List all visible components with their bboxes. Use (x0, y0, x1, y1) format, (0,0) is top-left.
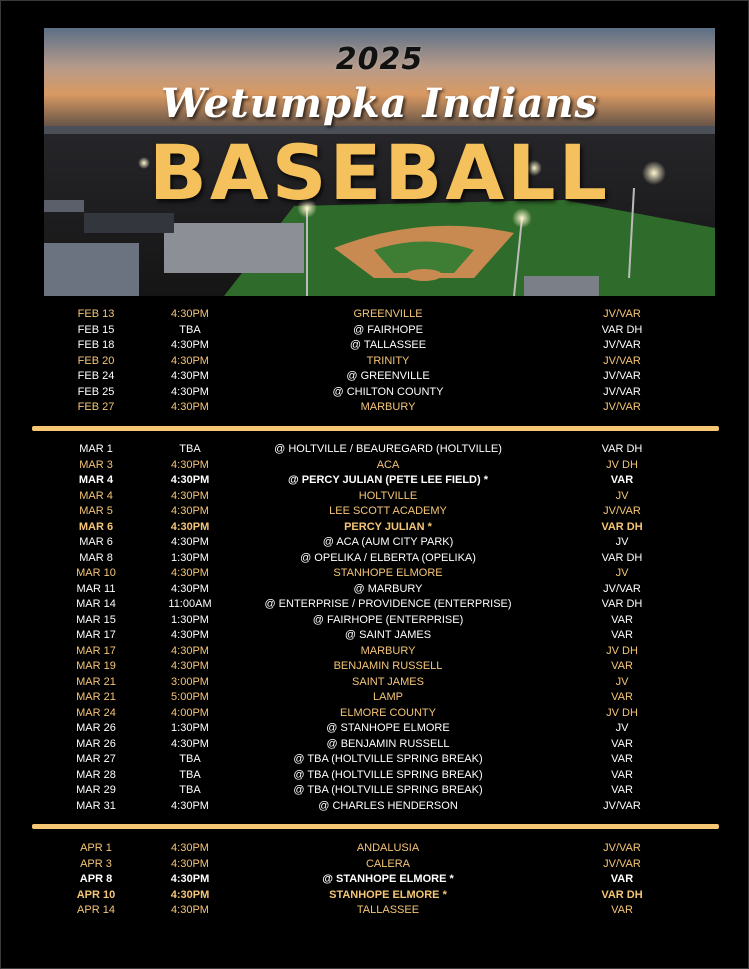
game-date: FEB 25 (77, 385, 115, 398)
game-level: JV/VAR (603, 401, 641, 413)
game-row (0, 768, 749, 784)
game-level: JV/VAR (603, 799, 641, 812)
game-date: MAR 17 (76, 629, 116, 641)
game-row (0, 613, 749, 629)
game-row (0, 799, 749, 815)
game-row (0, 872, 749, 888)
game-time: 1:30PM (171, 613, 209, 626)
game-date: MAR 27 (76, 753, 116, 765)
game-level: JV (615, 567, 629, 579)
game-opponent: @ SAINT JAMES (344, 629, 432, 641)
game-row (0, 354, 749, 370)
game-time: 4:30PM (171, 458, 209, 471)
game-row (0, 473, 749, 489)
game-row (0, 659, 749, 675)
game-row (0, 690, 749, 706)
game-opponent: @ CHARLES HENDERSON (318, 799, 458, 812)
game-row (0, 841, 749, 857)
game-opponent: @ TBA (HOLTVILLE SPRING BREAK) (293, 768, 483, 781)
game-opponent: @ ENTERPRISE / PROVIDENCE (ENTERPRISE) (264, 598, 512, 610)
game-date: MAR 6 (79, 536, 113, 548)
game-time: 4:30PM (171, 904, 209, 916)
game-opponent: ACA (376, 458, 400, 471)
game-time: 1:30PM (171, 722, 209, 734)
game-date: MAR 8 (79, 551, 113, 564)
game-date: APR 8 (79, 873, 113, 885)
game-time: 4:30PM (170, 888, 210, 901)
game-level: VAR (611, 629, 633, 641)
game-time: 4:30PM (171, 489, 209, 502)
game-level: VAR (611, 737, 633, 750)
game-level: JV (615, 536, 629, 548)
game-opponent: @ PERCY JULIAN (PETE LEE FIELD) * (288, 474, 488, 486)
game-date: MAR 26 (76, 737, 116, 750)
game-row (0, 504, 749, 520)
game-date: FEB 15 (77, 323, 115, 336)
game-row (0, 520, 749, 536)
game-level: VAR (611, 784, 633, 796)
game-level: VAR DH (601, 551, 643, 564)
game-date: MAR 17 (76, 644, 116, 657)
game-time: 4:30PM (170, 520, 210, 533)
game-time: 4:00PM (171, 706, 209, 719)
game-date: APR 3 (80, 857, 112, 870)
game-time: 4:30PM (171, 505, 209, 517)
game-opponent: STANHOPE ELMORE (333, 567, 443, 579)
game-opponent: STANHOPE ELMORE * (329, 888, 447, 901)
game-opponent: LAMP (373, 691, 403, 703)
game-date: MAR 6 (78, 520, 114, 533)
game-opponent: MARBURY (360, 401, 416, 413)
game-row (0, 566, 749, 582)
game-row (0, 721, 749, 737)
game-row (0, 400, 749, 416)
game-time: 4:30PM (171, 385, 209, 398)
game-level: JV/VAR (603, 842, 641, 854)
game-level: VAR (611, 691, 633, 703)
game-opponent: @ OPELIKA / ELBERTA (OPELIKA) (300, 551, 476, 564)
game-time: 4:30PM (171, 582, 209, 595)
game-time: 4:30PM (171, 799, 209, 812)
game-date: MAR 21 (76, 675, 116, 688)
game-level: JV/VAR (603, 385, 641, 398)
game-level: VAR (610, 873, 634, 885)
game-row (0, 597, 749, 613)
game-date: FEB 27 (77, 401, 115, 413)
game-row (0, 888, 749, 904)
game-date: FEB 13 (77, 308, 115, 320)
game-date: FEB 18 (77, 339, 115, 351)
game-row (0, 644, 749, 660)
game-opponent: BENJAMIN RUSSELL (333, 660, 443, 672)
game-time: 4:30PM (170, 873, 210, 885)
game-row (0, 706, 749, 722)
game-date: MAR 15 (76, 613, 116, 626)
game-row (0, 338, 749, 354)
game-opponent: LEE SCOTT ACADEMY (329, 505, 447, 517)
game-date: MAR 4 (78, 474, 114, 486)
game-date: MAR 29 (76, 784, 116, 796)
game-opponent: @ ACA (AUM CITY PARK) (322, 536, 454, 548)
game-date: APR 10 (76, 888, 116, 901)
game-date: MAR 26 (76, 722, 116, 734)
game-date: MAR 31 (76, 799, 116, 812)
game-date: MAR 5 (79, 505, 113, 517)
game-level: JV DH (606, 644, 638, 657)
game-time: 4:30PM (171, 401, 209, 413)
game-time: 4:30PM (171, 737, 209, 750)
game-opponent: @ MARBURY (353, 582, 423, 595)
game-row (0, 675, 749, 691)
game-level: VAR (611, 660, 633, 672)
game-opponent: @ STANHOPE ELMORE (326, 722, 450, 734)
game-level: VAR DH (601, 598, 643, 610)
game-date: MAR 28 (76, 768, 116, 781)
game-level: JV/VAR (603, 370, 641, 382)
game-level: JV DH (606, 458, 638, 471)
game-opponent: CALERA (365, 857, 411, 870)
game-time: 4:30PM (171, 629, 209, 641)
game-opponent: @ STANHOPE ELMORE * (322, 873, 454, 885)
game-date: MAR 14 (76, 598, 116, 610)
header-banner (44, 28, 715, 296)
game-row (0, 551, 749, 567)
game-time: 5:00PM (171, 691, 209, 703)
game-level: JV/VAR (603, 857, 641, 870)
game-row (0, 752, 749, 768)
game-level: JV/VAR (603, 505, 641, 517)
game-row (0, 385, 749, 401)
game-level: VAR DH (601, 323, 643, 336)
game-row (0, 369, 749, 385)
game-opponent: @ CHILTON COUNTY (332, 385, 444, 398)
game-row (0, 628, 749, 644)
game-time: TBA (179, 443, 201, 455)
game-date: MAR 4 (79, 489, 113, 502)
game-date: FEB 24 (77, 370, 115, 382)
game-level: VAR DH (601, 443, 643, 455)
game-opponent: HOLTVILLE (358, 489, 418, 502)
game-date: APR 1 (80, 842, 112, 854)
game-level: JV DH (606, 706, 638, 719)
game-time: 3:00PM (171, 675, 209, 688)
schedule-march (0, 442, 749, 814)
game-level: JV (615, 489, 629, 502)
game-time: TBA (179, 768, 201, 781)
game-row (0, 323, 749, 339)
game-opponent: MARBURY (360, 644, 416, 657)
game-date: MAR 24 (76, 706, 116, 719)
game-opponent: SAINT JAMES (352, 675, 424, 688)
game-row (0, 535, 749, 551)
game-date: MAR 10 (76, 567, 116, 579)
game-level: JV/VAR (603, 308, 641, 320)
schedule-april (0, 841, 749, 919)
game-date: MAR 1 (79, 443, 113, 455)
game-time: 4:30PM (170, 474, 210, 486)
game-time: 4:30PM (171, 857, 209, 870)
season-year: 2025 (335, 42, 424, 77)
team-name: Wetumpka Indians (161, 80, 598, 127)
game-date: MAR 21 (76, 691, 116, 703)
game-time: TBA (179, 323, 201, 336)
game-level: JV/VAR (603, 354, 641, 367)
game-row (0, 442, 749, 458)
game-row (0, 582, 749, 598)
game-row (0, 903, 749, 919)
game-time: TBA (179, 753, 201, 765)
game-level: VAR (611, 904, 633, 916)
game-row (0, 307, 749, 323)
game-opponent: @ TALLASSEE (349, 339, 427, 351)
game-level: JV (615, 675, 629, 688)
game-opponent: @ GREENVILLE (346, 370, 430, 382)
game-time: 4:30PM (171, 370, 209, 382)
game-opponent: TALLASSEE (356, 904, 420, 916)
game-level: JV (615, 722, 629, 734)
sport-title: BASEBALL (149, 128, 610, 217)
game-level: JV/VAR (603, 582, 641, 595)
game-time: 4:30PM (171, 308, 209, 320)
game-level: VAR DH (601, 888, 643, 901)
game-opponent: ELMORE COUNTY (340, 706, 436, 719)
game-opponent: ANDALUSIA (356, 842, 420, 854)
game-time: 4:30PM (171, 660, 209, 672)
game-time: 4:30PM (171, 354, 209, 367)
game-opponent: @ TBA (HOLTVILLE SPRING BREAK) (293, 784, 483, 796)
game-time: 4:30PM (171, 536, 209, 548)
game-row (0, 489, 749, 505)
game-row (0, 737, 749, 753)
game-level: VAR (610, 474, 634, 486)
game-level: VAR DH (601, 520, 643, 533)
game-date: FEB 20 (77, 354, 115, 367)
game-row (0, 783, 749, 799)
game-level: VAR (611, 613, 633, 626)
divider (32, 426, 719, 431)
game-date: MAR 19 (76, 660, 116, 672)
game-time: 1:30PM (171, 551, 209, 564)
game-opponent: TRINITY (366, 354, 410, 367)
game-time: 4:30PM (171, 567, 209, 579)
schedule-february (0, 307, 749, 416)
game-level: VAR (611, 753, 633, 765)
game-time: 4:30PM (171, 339, 209, 351)
game-time: TBA (179, 784, 201, 796)
game-time: 4:30PM (171, 842, 209, 854)
game-row (0, 458, 749, 474)
game-opponent: @ FAIRHOPE (353, 323, 423, 336)
game-date: MAR 11 (76, 582, 116, 595)
game-opponent: @ TBA (HOLTVILLE SPRING BREAK) (293, 753, 483, 765)
game-opponent: @ FAIRHOPE (ENTERPRISE) (312, 613, 464, 626)
game-opponent: @ BENJAMIN RUSSELL (326, 737, 450, 750)
game-opponent: @ HOLTVILLE / BEAUREGARD (HOLTVILLE) (274, 443, 502, 455)
divider (32, 824, 719, 829)
game-time: 11:00AM (168, 598, 212, 610)
game-date: MAR 3 (79, 458, 113, 471)
game-level: JV/VAR (603, 339, 641, 351)
game-opponent: PERCY JULIAN * (344, 520, 432, 533)
game-date: APR 14 (77, 904, 115, 916)
game-row (0, 857, 749, 873)
game-opponent: GREENVILLE (353, 308, 423, 320)
game-time: 4:30PM (171, 644, 209, 657)
game-level: VAR (611, 768, 633, 781)
